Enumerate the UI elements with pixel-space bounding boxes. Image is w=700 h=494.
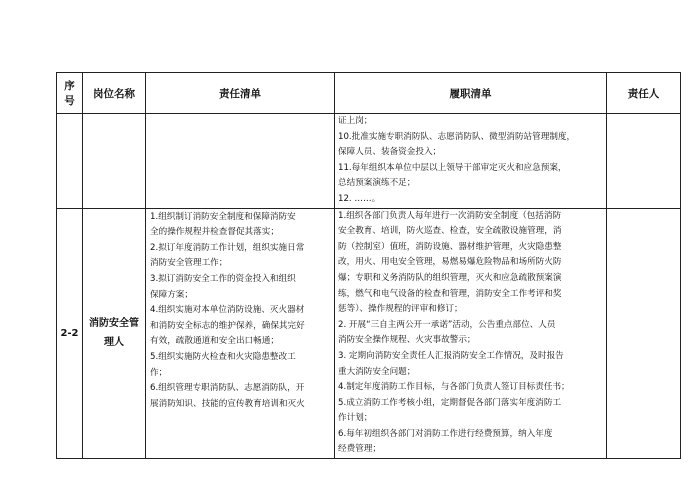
- header-performance: 履职清单: [335, 73, 607, 114]
- performance-line: 重大消防安全问题；: [338, 366, 416, 377]
- performance-line: 3. 定期向消防安全责任人汇报消防安全工作情况，及时报告: [338, 350, 564, 361]
- duty-line: 消防安全管理工作；: [150, 258, 228, 269]
- performance-line: 11.每年组织本单位中层以上领导干部审定灭火和应急预案，: [338, 162, 567, 173]
- duty-line: 1.组织制订消防安全制度和保障消防安: [150, 211, 296, 222]
- duty-line: 保障方案；: [150, 289, 193, 300]
- performance-line: 消防安全操作规程、火灾事故警示；: [338, 335, 476, 346]
- duty-line: 2.拟订年度消防工作计划，组织实施日常: [150, 242, 305, 253]
- table-row: [57, 208, 681, 459]
- owner-cell: [607, 114, 681, 209]
- position-cell: [83, 208, 146, 459]
- performance-line: 2. 开展“三自主两公开一承诺”活动，公告重点部位、人员: [338, 319, 556, 330]
- header-row: [57, 73, 681, 114]
- performance-line: 总结预案演练不足；: [338, 178, 416, 189]
- table-row: [57, 114, 681, 209]
- duty-line: 全的操作规程并检查督促其落实；: [150, 227, 279, 238]
- performance-line: 证上岗；: [338, 116, 373, 126]
- header-serial-line1: 序: [64, 80, 75, 92]
- performance-line: 作计划；: [338, 413, 373, 424]
- performance-line: 改，用火、用电安全管理，易燃易爆危险物品和场所防火防: [338, 257, 562, 268]
- performance-line: 12. ……。: [338, 193, 381, 204]
- duty-line: 和消防安全标志的维护保养，确保其完好: [150, 320, 305, 331]
- header-duties: 责任清单: [146, 73, 335, 114]
- header-serial-number: [57, 73, 83, 114]
- header-position: 岗位名称: [83, 73, 146, 114]
- performance-line: 练，燃气和电气设备的检查和管理，消防安全工作考评和奖: [338, 288, 562, 299]
- performance-line: 经费管理；: [338, 444, 381, 455]
- performance-line: 爆；专职和义务消防队的组织管理，灭火和应急疏散预案演: [338, 272, 562, 283]
- performance-line: 10.批准实施专职消防队、志愿消防队、微型消防站管理制度，: [338, 131, 576, 142]
- performance-line: 防（控制室）值班，消防设施、器材维护管理，火灾隐患整: [338, 241, 562, 252]
- duty-line: 展消防知识、技能的宣传教育培训和灭火: [150, 398, 305, 409]
- duties-cell: [146, 208, 335, 459]
- owner-cell: [607, 208, 681, 459]
- performance-line: 保障人员、装备资金投入；: [338, 147, 442, 158]
- performance-line: 惩等）、操作规程的评审和修订；: [338, 304, 463, 315]
- header-serial-line2: 号: [64, 95, 75, 107]
- performance-cell: [335, 114, 607, 209]
- duty-line: 3.拟订消防安全工作的资金投入和组织: [150, 273, 296, 284]
- responsibility-table: [56, 72, 681, 459]
- performance-line: 1.组织各部门负责人每年进行一次消防安全制度（包括消防: [338, 210, 562, 221]
- duty-line: 6.组织管理专职消防队、志愿消防队，开: [150, 383, 305, 394]
- performance-line: 5.成立消防工作考核小组，定期督促各部门落实年度消防工: [338, 397, 562, 408]
- position-name-line1: 消防安全管: [89, 318, 139, 330]
- serial-cell: [57, 114, 83, 209]
- performance-line: 4.制定年度消防工作目标，与各部门负责人签订目标责任书；: [338, 382, 570, 393]
- performance-line: 安全教育、培训，防火巡查、检查，安全疏散设施管理，消: [338, 226, 562, 237]
- duty-line: 有效，疏散通道和安全出口畅通；: [150, 336, 279, 347]
- header-owner: 责任人: [607, 73, 681, 114]
- duty-line: 4.组织实施对本单位消防设施、灭火器材: [150, 305, 305, 316]
- performance-cell: [335, 208, 607, 459]
- position-name-line2: 理人: [104, 337, 124, 349]
- duties-cell: [146, 114, 335, 209]
- position-cell: [83, 114, 146, 209]
- performance-line: 6.每年初组织各部门对消防工作进行经费预算，纳入年度: [338, 428, 553, 439]
- serial-cell: 2-2: [57, 208, 83, 459]
- duty-line: 作；: [150, 367, 168, 378]
- duty-line: 5.组织实施防火检查和火灾隐患整改工: [150, 351, 296, 362]
